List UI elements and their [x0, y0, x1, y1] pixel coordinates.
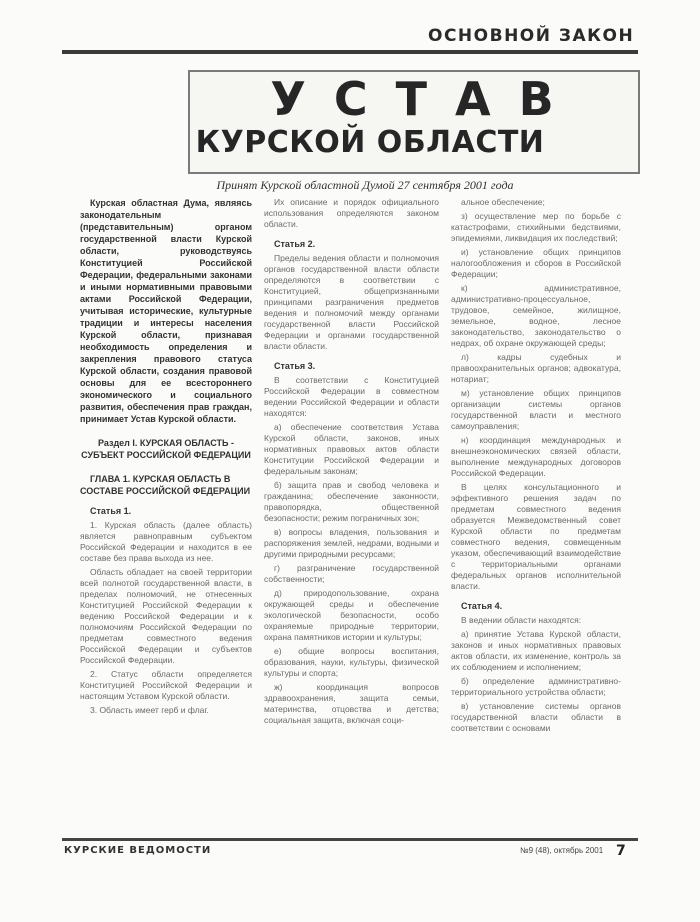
paragraph: 2. Статус области определяется Конституцией Российской Федерации и настоящим Уставом Курской области.	[80, 669, 252, 701]
paragraph: в) вопросы владения, пользования и распоряжения землей, недрами, водными и другими природными ресурсами;	[264, 527, 439, 559]
paragraph: а) обеспечение соответствия Устава Курской области, законов, иных нормативных правовых актов области Конституции Российской Федерации и федеральным законам;	[264, 422, 439, 476]
paragraph: б) защита прав и свобод человека и гражданина; обеспечение законности, правопорядка, общественной безопасности; режим пограничных зон;	[264, 480, 439, 523]
page-number: 7	[616, 843, 626, 859]
issue-info: №9 (48), октябрь 2001	[520, 846, 604, 855]
bottom-rule	[62, 838, 638, 841]
paragraph: в) установление системы органов государственной власти области в соответствии с основами	[451, 701, 621, 733]
paragraph: Пределы ведения области и полномочия органов государственной власти области определяются в соответствии с Конституцией, общепризнанными принципами разграничения предметов ведения и полномочий между органами государственной власти Российской Федерации и органами государственной власти области.	[264, 253, 439, 351]
paragraph: 1. Курская область (далее область) является равноправным субъектом Российской Федерации и находится в ее составе без права выхода из нее.	[80, 520, 252, 563]
paragraph: В ведении области находятся:	[461, 615, 582, 625]
paragraph: н) координация международных и внешнеэкономических связей области, выполнение международных договоров Российской Федерации.	[451, 435, 621, 478]
paragraph: м) установление общих принципов организации системы органов государственной власти и местного самоуправления;	[451, 388, 621, 431]
section-heading: Раздел I. КУРСКАЯ ОБЛАСТЬ - СУБЪЕКТ РОССИЙСКОЙ ФЕДЕРАЦИИ	[81, 438, 251, 460]
paragraph: б) определение административно-территориального устройства области;	[451, 676, 621, 697]
article-heading: Статья 4.	[461, 601, 503, 611]
article-heading: Статья 3.	[274, 361, 316, 371]
paragraph: к) административное, административно-процессуальное, трудовое, семейное, жилищное, земельное, водное, лесное законодательство, законодательство о недрах, об охране окружающей среды;	[451, 283, 621, 348]
top-rule	[62, 50, 638, 54]
text-column-3	[451, 197, 621, 837]
paragraph: д) природопользование, охрана окружающей среды и обеспечение экологической безопасности, особо охраняемые природные территории, охрана памятников истории и культуры;	[264, 588, 439, 642]
paragraph: ж) координация вопросов здравоохранения, защита семьи, материнства, отцовства и детства; социальная защита, включая соци-	[264, 682, 439, 725]
text-column-2	[264, 197, 439, 837]
text-column-1	[80, 197, 252, 812]
preamble: Курская областная Дума, являясь законодательным (представительным) органом государственной власти Курской области, руководствуясь Конституцией Российской Федерации, федеральными законами и иными нормативными правовыми актами Российской Федерации, учитывая исторические, культурные традиции и интересы населения Курской области, признавая необходимость определения и закрепления правового статуса Курской области, создания правовой основы для ее всестороннего экономического и социального развития, обеспечения прав граждан, принимает Устав Курской области.	[80, 198, 252, 424]
article-heading: Статья 2.	[274, 239, 316, 249]
paragraph: г) разграничение государственной собственности;	[264, 563, 439, 584]
page-subtitle: КУРСКОЙ ОБЛАСТИ	[195, 125, 545, 160]
paragraph: 3. Область имеет герб и флаг.	[90, 705, 209, 715]
chapter-heading: ГЛАВА 1. КУРСКАЯ ОБЛАСТЬ В СОСТАВЕ РОССИЙСКОЙ ФЕДЕРАЦИИ	[80, 474, 251, 496]
paragraph: л) кадры судебных и правоохранительных органов; адвокатура, нотариат;	[451, 352, 621, 384]
section-label: ОСНОВНОЙ ЗАКОН	[428, 26, 635, 46]
newspaper-name: КУРСКИЕ ВЕДОМОСТИ	[64, 845, 212, 856]
paragraph: и) установление общих принципов налогообложения и сборов в Российской Федерации;	[451, 247, 621, 279]
paragraph: альное обеспечение;	[461, 197, 545, 207]
page-title: УСТАВ	[270, 72, 582, 126]
paragraph: В целях консультационного и эффективного решения задач по предметам совместного ведения образуется Межведомственный совет Курской области по предметам совместного ведения, совмещенным указом, обеспечивающий взаимодействие с территориальными органами федеральных органов исполнительной власти.	[451, 482, 621, 591]
paragraph: з) осуществление мер по борьбе с катастрофами, стихийными бедствиями, эпидемиями, ликвидация их последствий;	[451, 211, 621, 243]
article-heading: Статья 1.	[90, 506, 132, 516]
paragraph: Их описание и порядок официального использования определяются законом области.	[264, 197, 439, 229]
paragraph: В соответствии с Конституцией Российской Федерации в совместном ведении Российской Федерации и области находятся:	[264, 375, 439, 418]
paragraph: Область обладает на своей территории всей полнотой государственной власти, в пределах полномочий, не отнесенных Конституцией Российской Федерации к ведению Российской Федерации и к полномочиям Российской Федерации по предметам совместного ведения Российской Федерации и субъектов Российской Федерации.	[80, 567, 252, 665]
adoption-note: Принят Курской областной Думой 27 сентября 2001 года	[216, 178, 514, 192]
paragraph: е) общие вопросы воспитания, образования, науки, культуры, физической культуры и спорта;	[264, 646, 439, 678]
paragraph: а) принятие Устава Курской области, законов и иных нормативных правовых актов области, их изменение, контроль за их соблюдением и исполнением;	[451, 629, 621, 672]
